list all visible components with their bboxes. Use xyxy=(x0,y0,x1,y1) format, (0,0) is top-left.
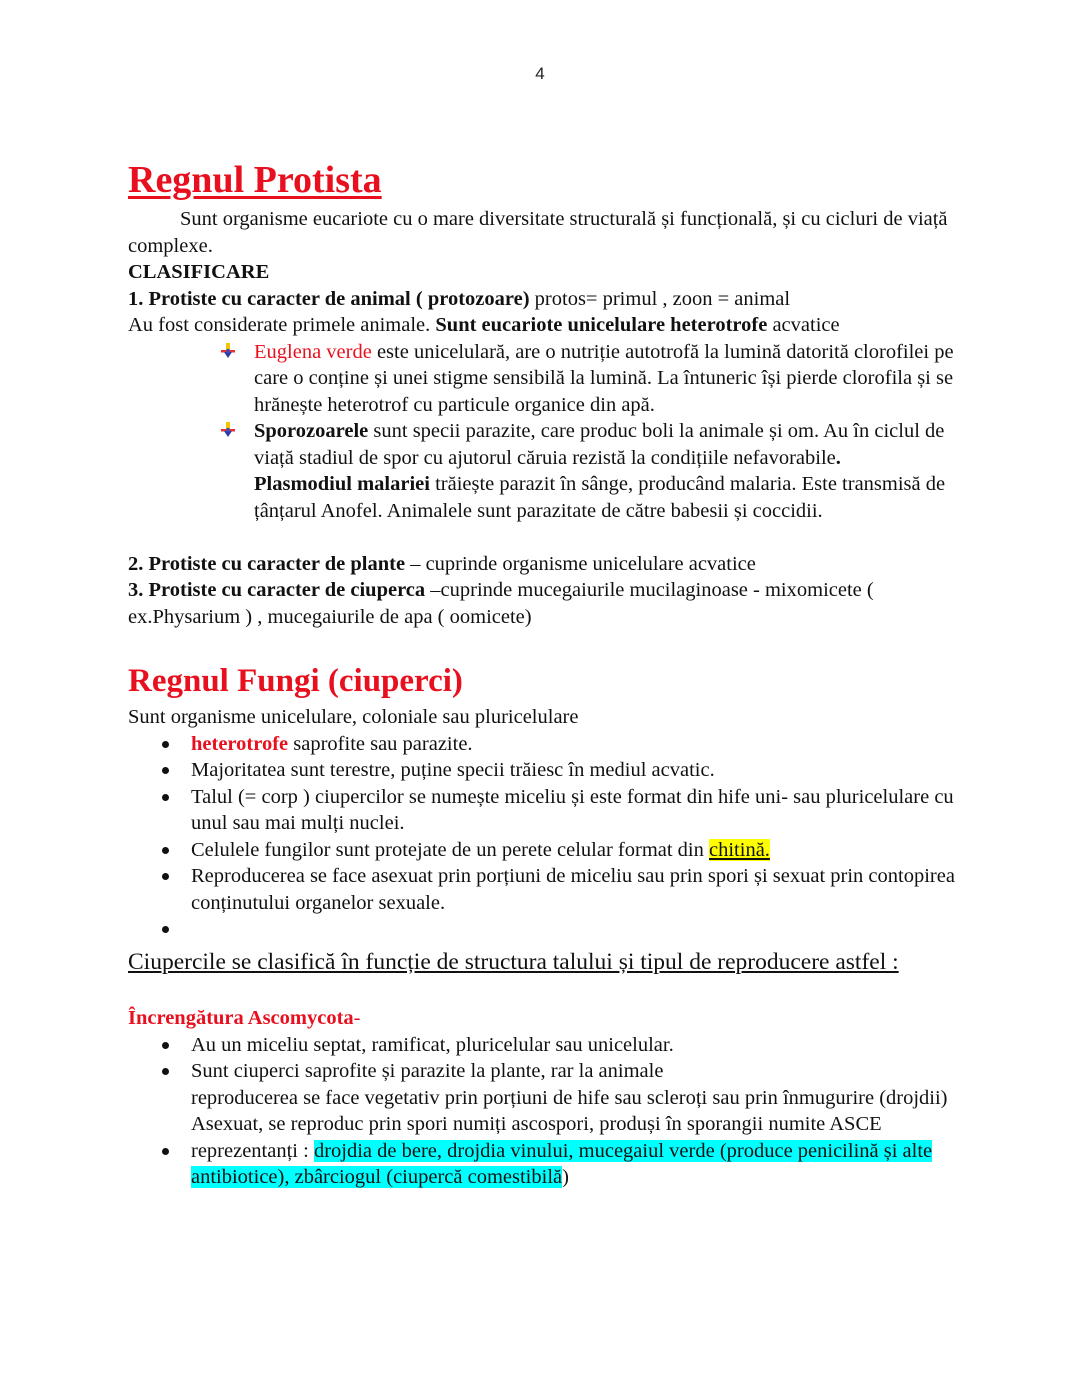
euglena-name: Euglena verde xyxy=(254,340,372,363)
representatives-label: reprezentanți : xyxy=(191,1139,314,1162)
protozoa-list xyxy=(128,339,958,525)
arrow-down-bullet-icon xyxy=(220,422,236,438)
fungi-bullets xyxy=(128,731,958,943)
euglena-text: este unicelulară, are o nutriție autotrofă la lumină datorită clorofilei pe care o conține și unei stigme sensibilă la lumină. La întuneric își pierde clorofila și se hrănește heterotrof cu particule organice din apă. xyxy=(254,340,954,416)
bullet-text-continued: reproducerea se face vegetativ prin porțiuni de hife sau scleroți sau prin înmugurire (drojdii) Asexuat, se reproduc prin spori numiți ascospori, produși în sporangii numite ASCE xyxy=(191,1086,948,1135)
ascomycota-dash: - xyxy=(353,1007,361,1029)
ascomycota-heading xyxy=(128,1005,958,1032)
fungi-bullet-cell-wall xyxy=(191,837,958,864)
bullet-text: saprofite sau parazite. xyxy=(288,732,473,755)
protista-title: Regnul Protista xyxy=(128,159,382,201)
group-2-title: 2. Protiste cu caracter de plante xyxy=(128,552,406,575)
group-2-heading xyxy=(128,551,958,578)
document-body xyxy=(128,154,958,1191)
group-1-description xyxy=(128,312,958,339)
fungi-bullet-habitat: Majoritatea sunt terestre, puține specii trăiesc în mediul acvatic. xyxy=(191,757,958,784)
list-item-sporozoa xyxy=(254,418,958,524)
fungi-bullet-heterotrophs xyxy=(191,731,958,758)
plasmodium-text: trăiește parazit în sânge, producând malaria. Este transmisă de țânțarul Anofel. Animalele sunt parazitate de către babesii și coccidii. xyxy=(254,473,946,522)
bullet-text: Celulele fungilor sunt protejate de un perete celular format din xyxy=(191,838,710,861)
fungi-classification-heading: Ciupercile se clasifică în funcție de structura talului și tipul de reproducere astfel : xyxy=(128,948,899,975)
heterotrofe-term: heterotrofe xyxy=(191,732,289,755)
group-3-heading xyxy=(128,577,958,630)
ascomycota-bullet-reproduction xyxy=(191,1058,958,1138)
fungi-bullet-reproduction: Reproducerea se face asexuat prin porțiuni de miceliu sau prin spori și sexuat prin contopirea conținutului organelor sexuale. xyxy=(191,863,958,916)
page-number: 4 xyxy=(535,64,545,83)
ascomycota-bullet-mycelium: Au un miceliu septat, ramificat, pluricelular sau unicelular. xyxy=(191,1032,958,1059)
chitin-highlight: chitină. xyxy=(709,838,770,861)
group-3-desc: –cuprinde mucegaiurile mucilaginoase - mixomicete ( ex.Physarium ) , mucegaiurile de apa ( oomicete) xyxy=(128,579,874,628)
group-3-title: 3. Protiste cu caracter de ciuperca xyxy=(128,579,426,601)
fungi-intro: Sunt organisme unicelulare, coloniale sau pluricelulare xyxy=(128,706,579,728)
sporozoa-text: sunt specii parazite, care produc boli la animale și om. Au în ciclul de viață stadiul de spor cu ajutorul căruia rezistă la condițiile nefavorabile xyxy=(254,420,945,469)
group-1-heading xyxy=(128,286,958,313)
desc-text: Au fost considerate primele animale. xyxy=(128,314,436,336)
desc-bold: Sunt eucariote unicelulare heterotrofe xyxy=(435,314,768,336)
fungi-bullet-thallus: Talul (= corp ) ciupercilor se numește miceliu și este format din hife uni- sau pluricelulare cu unul sau mai mulți nuclei. xyxy=(191,784,958,837)
group-2-desc: – cuprinde organisme unicelulare acvatice xyxy=(405,552,756,575)
closing-paren: ) xyxy=(562,1166,569,1188)
sporozoa-dot: . xyxy=(835,446,841,469)
ascomycota-title: Încrengătura Ascomycota xyxy=(128,1007,354,1029)
bullet-text: Sunt ciuperci saprofite și parazite la plante, rar la animale xyxy=(191,1060,664,1082)
representatives-highlight: drojdia de bere, drojdia vinului, mucegaiul verde (produce penicilină și alte antibiotice), zbârciogul (ciupercă comestibilă xyxy=(191,1139,933,1188)
desc-text-end: acvatice xyxy=(767,314,840,336)
fungi-bullet-empty xyxy=(191,916,958,943)
sporozoa-name: Sporozoarele xyxy=(254,420,369,442)
group-1-etymology: protos= primul , zoon = animal xyxy=(529,287,791,310)
plasmodium-name: Plasmodiul malariei xyxy=(254,473,430,495)
arrow-down-bullet-icon xyxy=(220,343,236,359)
ascomycota-bullet-representatives xyxy=(191,1138,958,1191)
group-1-title: 1. Protiste cu caracter de animal ( protozoare) xyxy=(128,287,530,310)
list-item-euglena xyxy=(254,339,958,419)
ascomycota-bullets xyxy=(128,1032,958,1191)
protista-intro: Sunt organisme eucariote cu o mare diversitate structurală și funcțională, și cu cicluri de viață complexe. xyxy=(128,208,948,257)
classification-label: CLASIFICARE xyxy=(128,261,270,283)
fungi-title: Regnul Fungi (ciuperci) xyxy=(128,663,463,699)
